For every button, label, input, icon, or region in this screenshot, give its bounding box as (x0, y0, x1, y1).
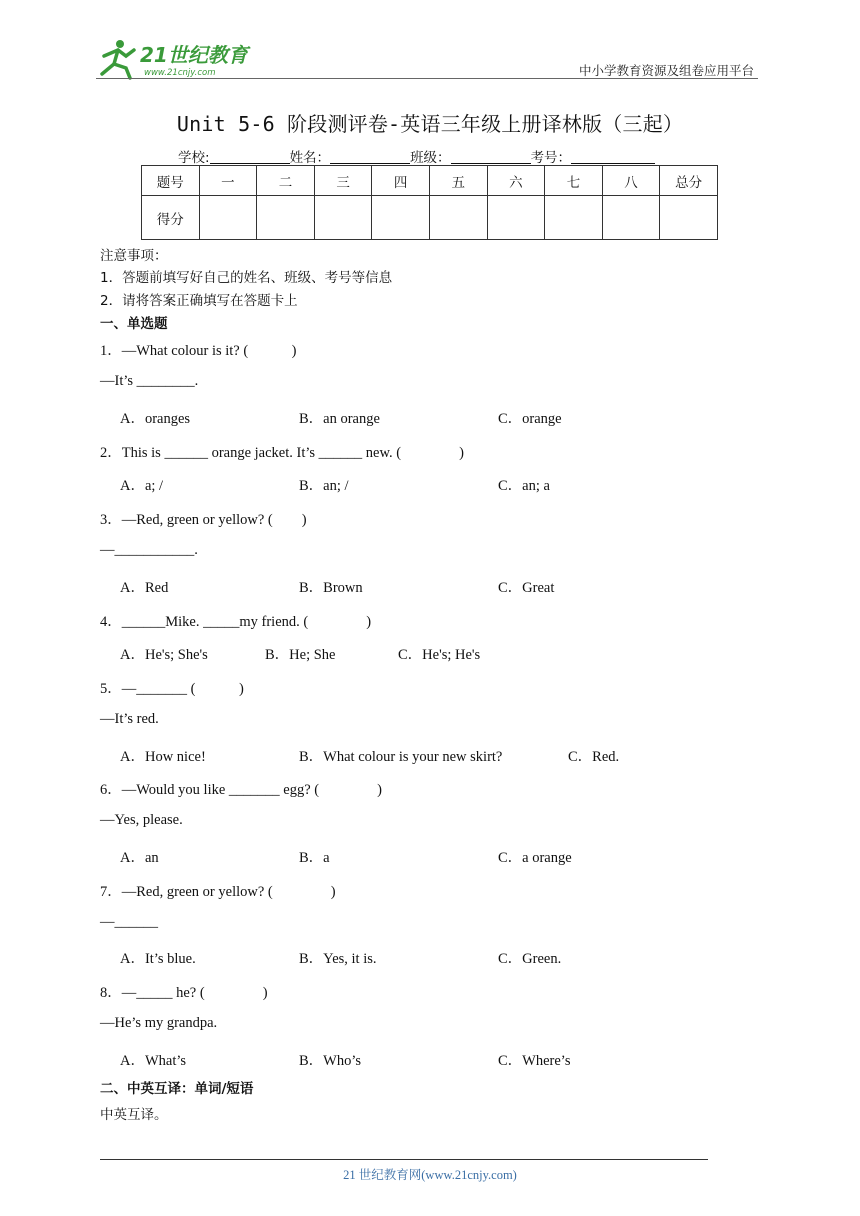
school-label: 学校: (178, 150, 210, 166)
question-2-option-c[interactable]: C．an; a (498, 478, 550, 494)
footer-link[interactable]: 21 世纪教育网(www.21cnjy.com) (343, 1168, 517, 1182)
question-5-option-c[interactable]: C．Red. (568, 749, 620, 765)
name-blank[interactable] (330, 149, 410, 164)
logo-text: 21世纪教育 (140, 43, 248, 67)
student-info-line (178, 146, 655, 166)
score-header-cell: 七 (545, 166, 603, 196)
question-5-stem: 5．—_______ ( ) (100, 681, 244, 697)
score-cell[interactable] (199, 196, 257, 240)
notes-title: 注意事项： (100, 248, 168, 264)
exam-no-label: 考号： (530, 150, 572, 166)
header-divider (96, 78, 758, 79)
note-item: 2．请将答案正确填写在答题卡上 (100, 293, 298, 309)
score-header-cell: 三 (314, 166, 372, 196)
question-5-answer-line: —It’s red. (100, 711, 159, 727)
question-6-stem: 6．—Would you like _______ egg? ( ) (100, 782, 382, 798)
score-header-cell: 总分 (660, 166, 718, 196)
question-2-stem: 2．This is ______ orange jacket. It’s ______ new. ( ) (100, 445, 464, 461)
score-header-cell: 二 (257, 166, 315, 196)
score-cell[interactable] (314, 196, 372, 240)
page-title: Unit 5-6 阶段测评卷-英语三年级上册译林版（三起） (176, 112, 684, 136)
note-item: 1．答题前填写好自己的姓名、班级、考号等信息 (100, 270, 393, 286)
question-3-option-a[interactable]: A．Red (120, 580, 169, 596)
question-2-option-b[interactable]: B．an; / (299, 478, 349, 494)
score-header-cell: 八 (602, 166, 660, 196)
question-4-stem: 4．______Mike. _____my friend. ( ) (100, 614, 372, 630)
question-7-answer-line: —______ (100, 914, 158, 930)
class-blank[interactable] (451, 149, 531, 164)
question-5-option-b[interactable]: B．What colour is your new skirt? (299, 749, 503, 765)
score-table-header-row (142, 166, 718, 196)
name-label: 姓名： (289, 150, 331, 166)
question-1-option-c[interactable]: C．orange (498, 411, 562, 427)
score-cell[interactable] (545, 196, 603, 240)
section-2-title: 二、中英互译：单词/短语 (100, 1081, 254, 1097)
footer-divider (100, 1159, 708, 1160)
question-3-stem: 3．—Red, green or yellow? ( ) (100, 512, 307, 528)
score-cell[interactable] (257, 196, 315, 240)
question-7-option-c[interactable]: C．Green. (498, 951, 562, 967)
score-header-cell: 一 (199, 166, 257, 196)
question-8-stem: 8．—_____ he? ( ) (100, 985, 268, 1001)
exam-no-blank[interactable] (571, 149, 655, 164)
question-8-option-c[interactable]: C．Where’s (498, 1053, 571, 1069)
section-1-title: 一、单选题 (100, 316, 168, 332)
question-8-option-a[interactable]: A．What’s (120, 1053, 187, 1069)
score-cell[interactable] (660, 196, 718, 240)
question-6-option-c[interactable]: C．a orange (498, 850, 572, 866)
score-table-score-row (142, 196, 718, 240)
score-cell[interactable] (372, 196, 430, 240)
score-header-cell: 六 (487, 166, 545, 196)
score-header-cell: 四 (372, 166, 430, 196)
question-7-option-a[interactable]: A．It’s blue. (120, 951, 196, 967)
question-8-answer-line: —He’s my grandpa. (100, 1015, 218, 1031)
question-3-answer-line: —___________. (100, 542, 198, 558)
site-logo (96, 36, 256, 82)
question-4-option-c[interactable]: C．He's; He's (398, 647, 481, 663)
score-header-cell: 五 (429, 166, 487, 196)
question-7-stem: 7．—Red, green or yellow? ( ) (100, 884, 336, 900)
question-1-option-a[interactable]: A．oranges (120, 411, 191, 427)
score-cell[interactable] (487, 196, 545, 240)
question-2-option-a[interactable]: A．a; / (120, 478, 164, 494)
question-1-stem: 1．—What colour is it? ( ) (100, 343, 297, 359)
class-label: 班级： (410, 150, 451, 166)
header-platform-text: 中小学教育资源及组卷应用平台 (578, 63, 754, 78)
question-7-option-b[interactable]: B．Yes, it is. (299, 951, 377, 967)
score-cell[interactable] (429, 196, 487, 240)
question-6-option-a[interactable]: A．an (120, 850, 159, 866)
question-5-option-a[interactable]: A．How nice! (120, 749, 206, 765)
question-1-answer-line: —It’s ________. (100, 373, 199, 389)
score-header-cell: 题号 (142, 166, 200, 196)
question-8-option-b[interactable]: B．Who’s (299, 1053, 362, 1069)
question-6-answer-line: —Yes, please. (100, 812, 183, 828)
score-row-label: 得分 (142, 196, 200, 240)
question-4-option-b[interactable]: B．He; She (265, 647, 336, 663)
logo-url: www.21cnjy.com (144, 68, 216, 78)
question-3-option-b[interactable]: B．Brown (299, 580, 363, 596)
question-4-option-a[interactable]: A．He's; She's (120, 647, 208, 663)
score-cell[interactable] (602, 196, 660, 240)
question-1-option-b[interactable]: B．an orange (299, 411, 380, 427)
school-blank[interactable] (210, 149, 290, 164)
question-6-option-b[interactable]: B．a (299, 850, 330, 866)
question-3-option-c[interactable]: C．Great (498, 580, 555, 596)
score-table (141, 165, 718, 240)
runner-icon (102, 40, 134, 78)
section-2-instruction: 中英互译。 (100, 1107, 168, 1123)
